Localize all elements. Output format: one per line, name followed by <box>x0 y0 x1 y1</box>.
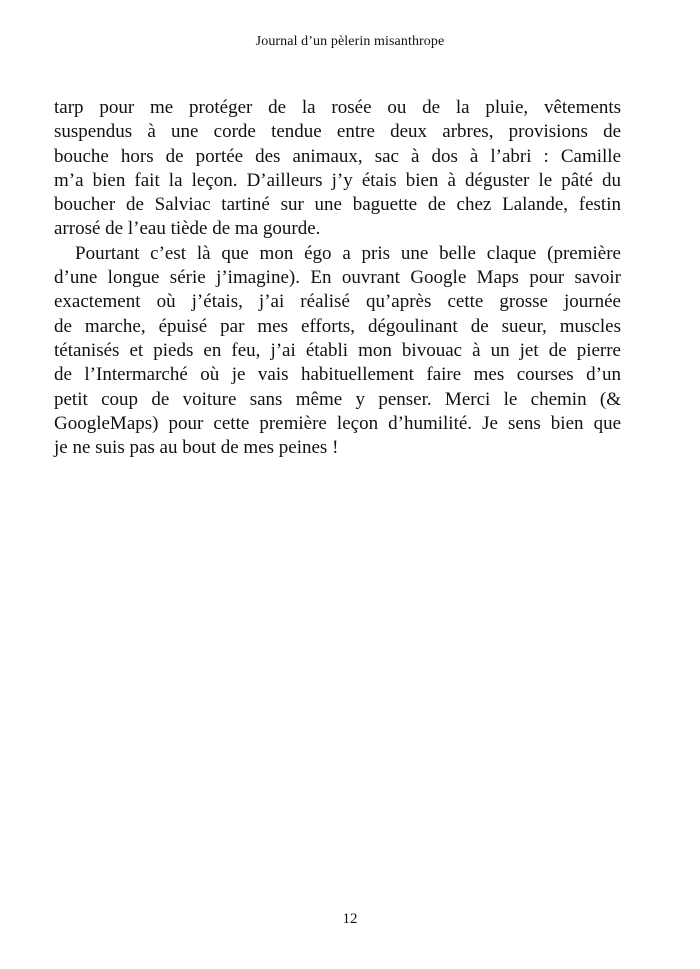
text-line: exactement où j’étais, j’ai réalisé qu’après cette grosse journée <box>54 291 621 313</box>
text-line: de marche, épuisé par mes efforts, dégoulinant de sueur, muscles <box>54 315 621 337</box>
running-header: Journal d’un pèlerin misanthrope <box>255 34 445 49</box>
paragraph-2 <box>54 242 621 461</box>
text-line: GoogleMaps) pour cette première leçon d’humilité. Je sens bien que <box>54 412 621 434</box>
text-line: m’a bien fait la leçon. D’ailleurs j’y étais bien à déguster le pâté du <box>54 169 621 191</box>
text-line: bouche hors de portée des animaux, sac à dos à l’abri : Camille <box>54 145 621 167</box>
text-line: tarp pour me protéger de la rosée ou de la pluie, vêtements <box>54 97 621 118</box>
text-line: petit coup de voiture sans même y penser. Merci le chemin (& <box>54 388 621 410</box>
text-line: d’une longue série j’imagine). En ouvrant Google Maps pour savoir <box>54 267 621 289</box>
paragraph-1 <box>54 96 621 242</box>
text-line: Pourtant c’est là que mon égo a pris une belle claque (première <box>75 242 621 264</box>
text-line: arrosé de l’eau tiède de ma gourde. <box>54 218 321 240</box>
text-line: je ne suis pas au bout de mes peines ! <box>54 437 339 459</box>
text-line: suspendus à une corde tendue entre deux arbres, provisions de <box>54 121 621 143</box>
text-line: boucher de Salviac tartiné sur une baguette de chez Lalande, festin <box>54 194 621 216</box>
page-number: 12 <box>342 911 358 927</box>
text-line: tétanisés et pieds en feu, j’ai établi mon bivouac à un jet de pierre <box>54 339 621 361</box>
body-text <box>54 96 621 460</box>
text-line: de l’Intermarché où je vais habituellement faire mes courses d’un <box>54 364 621 386</box>
